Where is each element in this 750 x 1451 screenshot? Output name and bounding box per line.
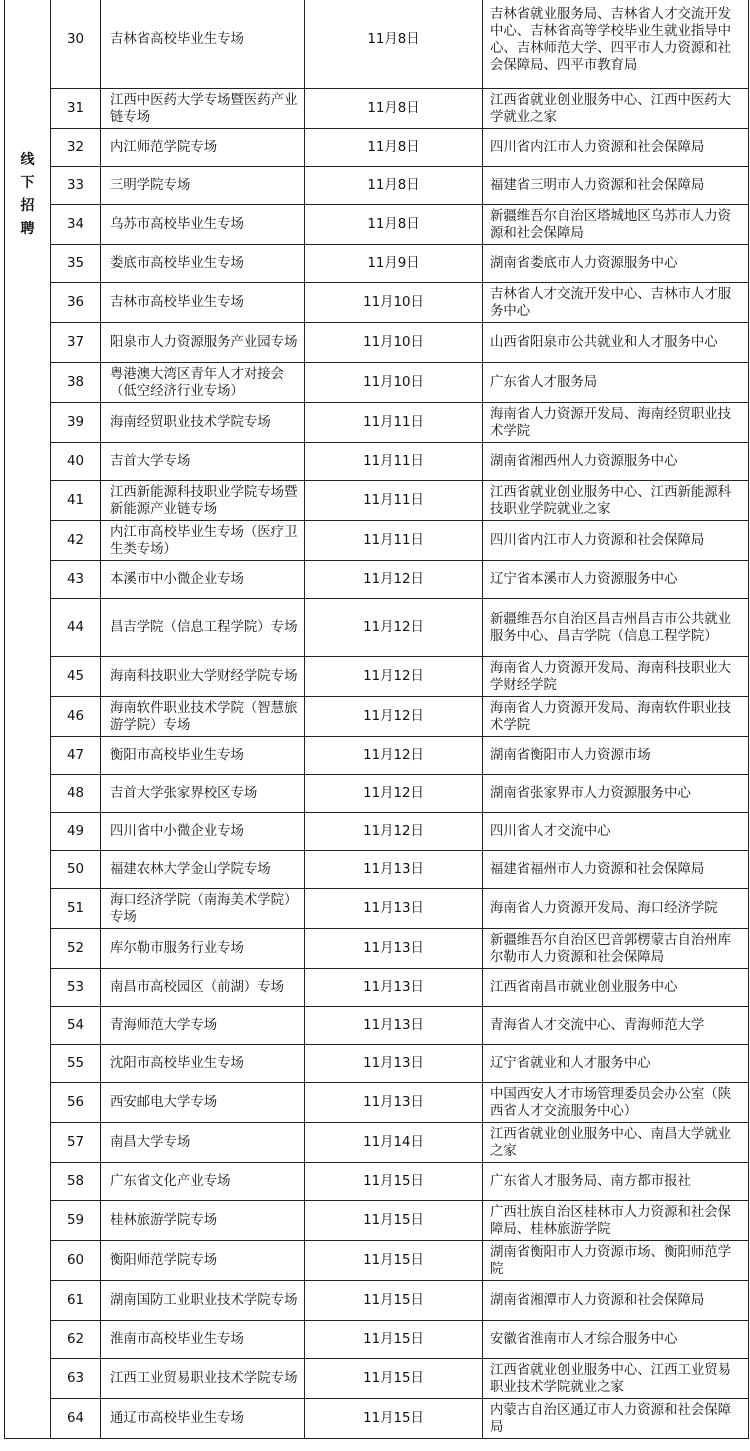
row-number: 31 xyxy=(51,89,101,129)
row-number: 60 xyxy=(51,1241,101,1281)
fair-date: 11月12日 xyxy=(305,697,483,737)
fair-date: 11月8日 xyxy=(305,89,483,129)
row-number: 51 xyxy=(51,889,101,929)
fair-name: 沈阳市高校毕业生专场 xyxy=(101,1045,305,1083)
fair-date: 11月15日 xyxy=(305,1241,483,1281)
fair-date: 11月8日 xyxy=(305,0,483,89)
table-row xyxy=(5,1123,749,1163)
table-row xyxy=(5,1083,749,1123)
organizer: 福建省三明市人力资源和社会保障局 xyxy=(483,167,749,205)
table-row xyxy=(5,443,749,481)
row-number: 55 xyxy=(51,1045,101,1083)
fair-date: 11月13日 xyxy=(305,889,483,929)
fair-date: 11月13日 xyxy=(305,1007,483,1045)
table-row xyxy=(5,481,749,521)
row-number: 47 xyxy=(51,737,101,775)
organizer: 广东省人才服务局 xyxy=(483,363,749,403)
fair-date: 11月13日 xyxy=(305,929,483,969)
fair-name: 福建农林大学金山学院专场 xyxy=(101,851,305,889)
fair-date: 11月8日 xyxy=(305,129,483,167)
table-row xyxy=(5,129,749,167)
table-row xyxy=(5,89,749,129)
table-row xyxy=(5,205,749,245)
table-row xyxy=(5,1045,749,1083)
organizer: 新疆维吾尔自治区塔城地区乌苏市人力资源和社会保障局 xyxy=(483,205,749,245)
table-row xyxy=(5,561,749,599)
fair-date: 11月15日 xyxy=(305,1163,483,1201)
table-row xyxy=(5,245,749,283)
fair-name: 南昌大学专场 xyxy=(101,1123,305,1163)
fair-date: 11月11日 xyxy=(305,521,483,561)
organizer: 湖南省湘潭市人力资源和社会保障局 xyxy=(483,1281,749,1321)
row-number: 53 xyxy=(51,969,101,1007)
organizer: 江西省就业创业服务中心、南昌大学就业之家 xyxy=(483,1123,749,1163)
fair-date: 11月15日 xyxy=(305,1321,483,1359)
fair-name: 衡阳市高校毕业生专场 xyxy=(101,737,305,775)
job-fair-table-body xyxy=(5,0,749,1439)
table-row xyxy=(5,1321,749,1359)
organizer: 山西省阳泉市公共就业和人才服务中心 xyxy=(483,323,749,363)
organizer: 江西省就业创业服务中心、江西工业贸易职业技术学院就业之家 xyxy=(483,1359,749,1399)
fair-name: 吉林省高校毕业生专场 xyxy=(101,0,305,89)
table-row xyxy=(5,775,749,813)
fair-name: 衡阳师范学院专场 xyxy=(101,1241,305,1281)
organizer: 海南省人力资源开发局、海南软件职业技术学院 xyxy=(483,697,749,737)
table-row xyxy=(5,167,749,205)
row-number: 48 xyxy=(51,775,101,813)
fair-name: 乌苏市高校毕业生专场 xyxy=(101,205,305,245)
row-number: 49 xyxy=(51,813,101,851)
fair-date: 11月12日 xyxy=(305,813,483,851)
organizer: 安徽省淮南市人才综合服务中心 xyxy=(483,1321,749,1359)
fair-name: 吉林市高校毕业生专场 xyxy=(101,283,305,323)
row-number: 58 xyxy=(51,1163,101,1201)
row-number: 38 xyxy=(51,363,101,403)
fair-date: 11月12日 xyxy=(305,775,483,813)
fair-name: 库尔勒市服务行业专场 xyxy=(101,929,305,969)
fair-date: 11月12日 xyxy=(305,561,483,599)
fair-name: 海南软件职业技术学院（智慧旅游学院）专场 xyxy=(101,697,305,737)
organizer: 湖南省衡阳市人力资源市场 xyxy=(483,737,749,775)
fair-name: 南昌市高校园区（前湖）专场 xyxy=(101,969,305,1007)
organizer: 福建省福州市人力资源和社会保障局 xyxy=(483,851,749,889)
row-number: 64 xyxy=(51,1399,101,1439)
fair-date: 11月12日 xyxy=(305,737,483,775)
fair-name: 淮南市高校毕业生专场 xyxy=(101,1321,305,1359)
organizer: 湖南省娄底市人力资源服务中心 xyxy=(483,245,749,283)
row-number: 43 xyxy=(51,561,101,599)
organizer: 辽宁省就业和人才服务中心 xyxy=(483,1045,749,1083)
organizer: 四川省人才交流中心 xyxy=(483,813,749,851)
fair-date: 11月13日 xyxy=(305,1045,483,1083)
row-number: 39 xyxy=(51,403,101,443)
table-row xyxy=(5,697,749,737)
table-row xyxy=(5,929,749,969)
fair-name: 吉首大学张家界校区专场 xyxy=(101,775,305,813)
fair-date: 11月15日 xyxy=(305,1359,483,1399)
row-number: 30 xyxy=(51,0,101,89)
row-number: 37 xyxy=(51,323,101,363)
organizer: 江西省南昌市就业创业服务中心 xyxy=(483,969,749,1007)
row-number: 57 xyxy=(51,1123,101,1163)
row-number: 61 xyxy=(51,1281,101,1321)
table-row xyxy=(5,599,749,657)
organizer: 青海省人才交流中心、青海师范大学 xyxy=(483,1007,749,1045)
table-row xyxy=(5,813,749,851)
fair-name: 江西中医药大学专场暨医药产业链专场 xyxy=(101,89,305,129)
table-row xyxy=(5,363,749,403)
fair-date: 11月15日 xyxy=(305,1399,483,1439)
organizer: 吉林省就业服务局、吉林省人才交流开发中心、吉林省高等学校毕业生就业指导中心、吉林师范大学、四平市人力资源和社会保障局、四平市教育局 xyxy=(483,0,749,89)
fair-date: 11月12日 xyxy=(305,599,483,657)
organizer: 江西省就业创业服务中心、江西新能源科技职业学院就业之家 xyxy=(483,481,749,521)
row-number: 45 xyxy=(51,657,101,697)
row-number: 50 xyxy=(51,851,101,889)
fair-date: 11月15日 xyxy=(305,1281,483,1321)
organizer: 中国西安人才市场管理委员会办公室（陕西省人才交流服务中心） xyxy=(483,1083,749,1123)
fair-date: 11月12日 xyxy=(305,657,483,697)
fair-name: 娄底市高校毕业生专场 xyxy=(101,245,305,283)
row-number: 52 xyxy=(51,929,101,969)
table-row xyxy=(5,657,749,697)
row-number: 32 xyxy=(51,129,101,167)
organizer: 新疆维吾尔自治区昌吉州昌吉市公共就业服务中心、昌吉学院（信息工程学院） xyxy=(483,599,749,657)
fair-date: 11月8日 xyxy=(305,205,483,245)
fair-date: 11月13日 xyxy=(305,851,483,889)
table-row xyxy=(5,1281,749,1321)
fair-date: 11月9日 xyxy=(305,245,483,283)
table-row xyxy=(5,323,749,363)
fair-date: 11月15日 xyxy=(305,1201,483,1241)
organizer: 新疆维吾尔自治区巴音郭楞蒙古自治州库尔勒市人力资源和社会保障局 xyxy=(483,929,749,969)
row-number: 36 xyxy=(51,283,101,323)
table-row xyxy=(5,1007,749,1045)
row-number: 34 xyxy=(51,205,101,245)
table-row xyxy=(5,521,749,561)
organizer: 四川省内江市人力资源和社会保障局 xyxy=(483,129,749,167)
table-row xyxy=(5,851,749,889)
organizer: 海南省人力资源开发局、海南经贸职业技术学院 xyxy=(483,403,749,443)
table-row xyxy=(5,1359,749,1399)
fair-name: 吉首大学专场 xyxy=(101,443,305,481)
fair-name: 三明学院专场 xyxy=(101,167,305,205)
organizer: 湖南省张家界市人力资源服务中心 xyxy=(483,775,749,813)
row-number: 33 xyxy=(51,167,101,205)
fair-name: 阳泉市人力资源服务产业园专场 xyxy=(101,323,305,363)
row-number: 62 xyxy=(51,1321,101,1359)
table-row xyxy=(5,889,749,929)
fair-name: 内江师范学院专场 xyxy=(101,129,305,167)
organizer: 湖南省衡阳市人力资源市场、衡阳师范学院 xyxy=(483,1241,749,1281)
row-number: 56 xyxy=(51,1083,101,1123)
row-number: 42 xyxy=(51,521,101,561)
organizer: 辽宁省本溪市人力资源服务中心 xyxy=(483,561,749,599)
table-row xyxy=(5,969,749,1007)
row-number: 41 xyxy=(51,481,101,521)
fair-name: 湖南国防工业职业技术学院专场 xyxy=(101,1281,305,1321)
organizer: 内蒙古自治区通辽市人力资源和社会保障局 xyxy=(483,1399,749,1439)
fair-name: 内江市高校毕业生专场（医疗卫生类专场） xyxy=(101,521,305,561)
fair-name: 海南科技职业大学财经学院专场 xyxy=(101,657,305,697)
table-row xyxy=(5,1241,749,1281)
fair-date: 11月8日 xyxy=(305,167,483,205)
section-label-cell xyxy=(5,0,51,1439)
fair-date: 11月10日 xyxy=(305,323,483,363)
fair-name: 青海师范大学专场 xyxy=(101,1007,305,1045)
job-fair-table xyxy=(4,0,749,1439)
fair-date: 11月10日 xyxy=(305,283,483,323)
fair-name: 广东省文化产业专场 xyxy=(101,1163,305,1201)
table-row xyxy=(5,1163,749,1201)
fair-date: 11月14日 xyxy=(305,1123,483,1163)
table-row xyxy=(5,1201,749,1241)
fair-name: 通辽市高校毕业生专场 xyxy=(101,1399,305,1439)
organizer: 湖南省湘西州人力资源服务中心 xyxy=(483,443,749,481)
fair-date: 11月13日 xyxy=(305,969,483,1007)
fair-name: 西安邮电大学专场 xyxy=(101,1083,305,1123)
organizer: 吉林省人才交流开发中心、吉林市人才服务中心 xyxy=(483,283,749,323)
fair-name: 本溪市中小微企业专场 xyxy=(101,561,305,599)
section-label: 线下招聘 xyxy=(20,151,35,237)
table-row xyxy=(5,403,749,443)
row-number: 54 xyxy=(51,1007,101,1045)
row-number: 59 xyxy=(51,1201,101,1241)
organizer: 广东省人才服务局、南方都市报社 xyxy=(483,1163,749,1201)
table-row xyxy=(5,1399,749,1439)
fair-date: 11月11日 xyxy=(305,403,483,443)
fair-name: 海南经贸职业技术学院专场 xyxy=(101,403,305,443)
fair-date: 11月10日 xyxy=(305,363,483,403)
fair-date: 11月11日 xyxy=(305,443,483,481)
organizer: 广西壮族自治区桂林市人力资源和社会保障局、桂林旅游学院 xyxy=(483,1201,749,1241)
fair-name: 江西工业贸易职业技术学院专场 xyxy=(101,1359,305,1399)
fair-name: 四川省中小微企业专场 xyxy=(101,813,305,851)
organizer: 江西省就业创业服务中心、江西中医药大学就业之家 xyxy=(483,89,749,129)
fair-name: 昌吉学院（信息工程学院）专场 xyxy=(101,599,305,657)
organizer: 海南省人力资源开发局、海口经济学院 xyxy=(483,889,749,929)
fair-name: 江西新能源科技职业学院专场暨新能源产业链专场 xyxy=(101,481,305,521)
row-number: 63 xyxy=(51,1359,101,1399)
row-number: 46 xyxy=(51,697,101,737)
fair-date: 11月13日 xyxy=(305,1083,483,1123)
table-row xyxy=(5,0,749,89)
table-row xyxy=(5,737,749,775)
table-row xyxy=(5,283,749,323)
fair-name: 粤港澳大湾区青年人才对接会（低空经济行业专场） xyxy=(101,363,305,403)
fair-date: 11月11日 xyxy=(305,481,483,521)
organizer: 海南省人力资源开发局、海南科技职业大学财经学院 xyxy=(483,657,749,697)
row-number: 44 xyxy=(51,599,101,657)
row-number: 35 xyxy=(51,245,101,283)
fair-name: 海口经济学院（南海美术学院）专场 xyxy=(101,889,305,929)
organizer: 四川省内江市人力资源和社会保障局 xyxy=(483,521,749,561)
row-number: 40 xyxy=(51,443,101,481)
fair-name: 桂林旅游学院专场 xyxy=(101,1201,305,1241)
